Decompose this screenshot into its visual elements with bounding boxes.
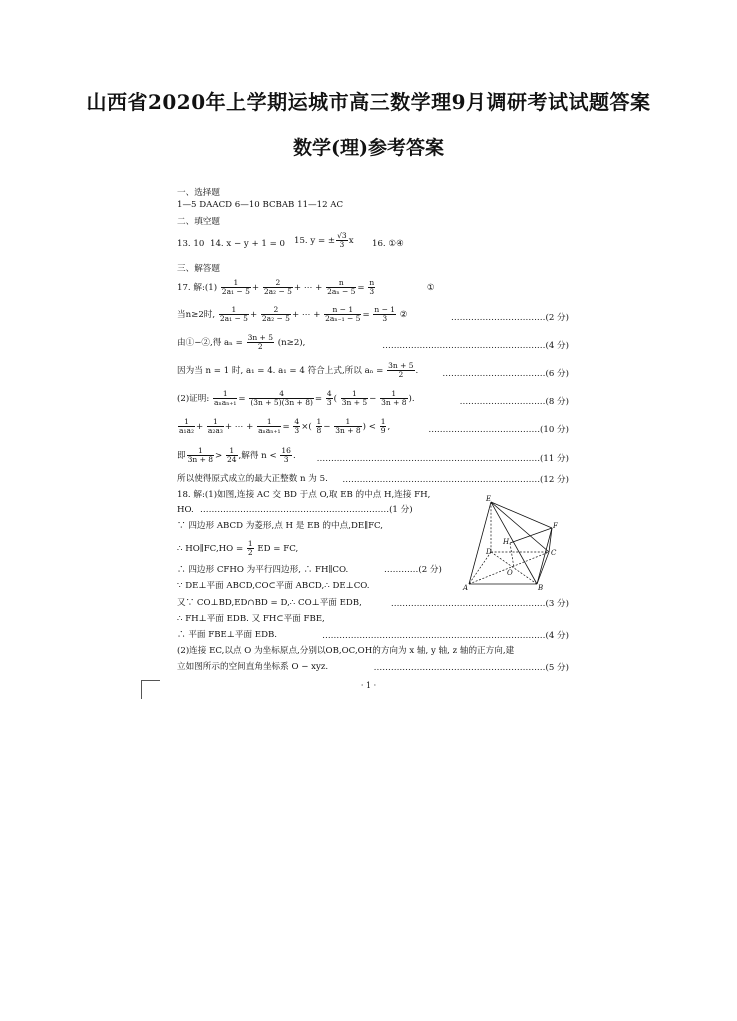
page-number: · 1 · <box>360 681 377 690</box>
geometry-figure <box>462 494 572 594</box>
answer-16: 16. ①④ <box>372 239 404 249</box>
points-2: ……………………………(2 分) <box>450 313 569 323</box>
answer-15: 15. y = ± $\frac{√3}{3}$ x <box>294 231 354 249</box>
points-11: ……………………………………………………………………(11 分) <box>316 454 569 464</box>
edge-HO <box>510 543 514 568</box>
answer-14: 14. x − y + 1 = 0 <box>210 239 286 249</box>
points-q4: ……………………………………………………………………(4 分) <box>322 631 569 641</box>
p18-line-11: 立如图所示的空间直角坐标系 O − xyz. <box>177 662 329 672</box>
section-heading-choice: 一、选择题 <box>177 188 220 198</box>
edge-CB <box>537 552 549 584</box>
p17-line-8: 所以使得原式成立的最大正整数 n 为 5. <box>177 474 328 484</box>
label-O: O <box>507 569 513 577</box>
p18-line-5: ∴ 四边形 CFHO 为平行四边形, ∴ FH∥CO. <box>177 565 349 575</box>
p18-line-1: 18. 解:(1)如图,连接 AC 交 BD 于点 O,取 EB 的中点 H,连接 FH, <box>177 490 431 500</box>
points-q5: ……………………………………………………(5 分) <box>373 663 569 673</box>
points-10: …………………………………(10 分) <box>428 425 569 435</box>
p18-line-6: ∵ DE⊥平面 ABCD,CO⊂平面 ABCD,∴ DE⊥CO. <box>177 581 370 591</box>
edge-EA <box>469 502 491 584</box>
edge-EF <box>491 502 552 528</box>
section-heading-fill: 二、填空题 <box>177 217 220 227</box>
label-B: B <box>538 584 544 592</box>
fraction: $\frac{√3}{3}$ <box>337 231 347 249</box>
points-4: …………………………………………………(4 分) <box>382 341 569 351</box>
points-12: ……………………………………………………………(12 分) <box>342 475 569 485</box>
label-C: C <box>551 549 557 557</box>
p17-line-6: $\frac{1}{\text{a₁a₂}}$ + $\frac{1}{\text{a₂a₃}}$ + ⋯ + $\frac{1}{\text{aₙaₙ₊₁}}$ = $\frac{4}{3}$ ×( $\frac{1}{8}$ − $\frac{1}{3n + 8}$ ) < $\frac{1}{9}$ , <box>179 417 391 435</box>
p18-line-4: ∴ HO∥FC,HO = $\frac{1}{2}$ ED = FC, <box>177 539 299 557</box>
p18-line-3: ∵ 四边形 ABCD 为菱形,点 H 是 EB 的中点,DE∥FC, <box>177 521 384 531</box>
label-A: A <box>463 584 469 592</box>
label-D: D <box>486 548 492 556</box>
document-title: 山西省2020年上学期运城市高三数学理9月调研考试试题答案 <box>86 90 651 114</box>
points-q2: …………(2 分) <box>384 565 442 575</box>
section-heading-solutions: 三、解答题 <box>177 264 220 274</box>
p18-line-7: 又∵ CO⊥BD,ED∩BD = D,∴ CO⊥平面 EDB, <box>177 598 362 608</box>
answer-13: 13. 10 <box>177 239 205 249</box>
p18-line-10: (2)连接 EC,以点 O 为坐标原点,分别以OB,OC,OH的方向为 x 轴, y 轴, z 轴的正方向,建 <box>177 646 515 656</box>
edge-EC <box>491 502 549 552</box>
points-6: ………………………………(6 分) <box>442 369 569 379</box>
p17-line-7: 即 $\frac{1}{3n + 8}$ > $\frac{1}{24}$ ,解得 n < $\frac{16}{3}$ . <box>177 446 296 464</box>
points-8: …………………………(8 分) <box>459 397 569 407</box>
p18-line-8: ∴ FH⊥平面 EDB. 又 FH⊂平面 FBE, <box>177 614 325 624</box>
p18-line-9: ∴ 平面 FBE⊥平面 EDB. <box>177 630 278 640</box>
edge-EB <box>491 502 537 584</box>
edge-DA <box>469 552 491 584</box>
label-H: H <box>503 538 510 546</box>
p18-line-2: HO. <box>177 505 194 515</box>
edge-AC <box>469 552 549 584</box>
p17-line-1: 17. 解:(1) $\frac{1}{\text{2a₁ − 5}}$ + $\frac{2}{\text{2a₂ − 5}}$ + ⋯ + $\frac{n}{\text{2aₙ − 5}}$ = $\frac{n}{3}$ ① <box>177 278 435 296</box>
p17-line-3: 由①−②,得 aₙ = $\frac{3n + 5}{2}$ (n≥2), <box>177 333 306 351</box>
points-q3: ………………………………………………(3 分) <box>390 599 569 609</box>
label-F: F <box>553 522 558 530</box>
label-E: E <box>486 495 492 503</box>
points-q1: …………………………………………………………(1 分) <box>200 505 413 515</box>
p17-line-2: 当n≥2时, $\frac{1}{\text{2a₁ − 5}}$ + $\frac{2}{\text{2a₂ − 5}}$ + ⋯ + $\frac{n - 1}{\text{2aₙ₋₁ − 5}}$ = $\frac{n - 1}{3}$ ② <box>177 305 408 323</box>
p17-line-4: 因为当 n = 1 时, a₁ = 4. a₁ = 4 符合上式,所以 aₙ = $\frac{3n + 5}{2}$ . <box>177 361 419 379</box>
p17-line-5: (2)证明: $\frac{1}{\text{aₙaₙ₊₁}}$ = $\frac{4}{(3n + 5)(3n + 8)}$ = $\frac{4}{3}$ ( $\frac{1}{3n + 5}$ − $\frac{1}{3n + 8}$ ). <box>177 389 415 407</box>
choice-answers: 1—5 DAACD 6—10 BCBAB 11—12 AC <box>177 200 344 210</box>
document-subtitle: 数学(理)参考答案 <box>293 137 444 159</box>
edge-HF <box>510 528 552 543</box>
